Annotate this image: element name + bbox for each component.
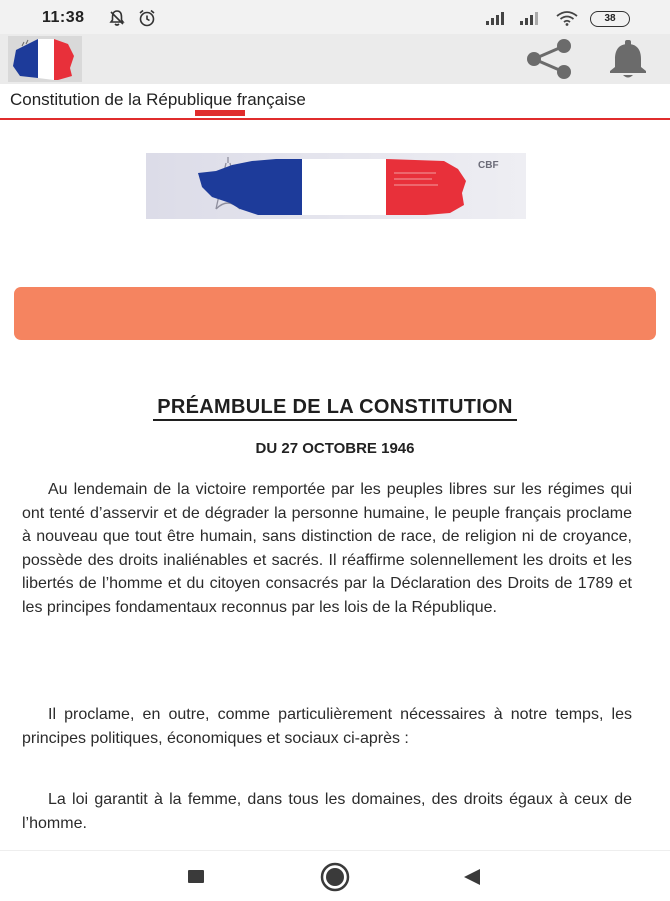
status-bar xyxy=(0,0,670,34)
france-flag-map-icon xyxy=(8,36,82,82)
article-paragraph: Au lendemain de la victoire remportée par les peuples libres sur les régimes qui ont tenté d’asservir et de dégrader la personne humaine, le peuple français proclame à nouveau que tout être humain, sans distinction de race, de religion ni de croyance, possède des droits inaliénables et sacrés. Il réaffirme solennellement les droits et les libertés de l’homme et du citoyen consacrés par la Déclaration des Droits de 1789 et les principes fondamentaux reconnus par les lois de la République. xyxy=(22,481,632,616)
article-paragraph: La loi garantit à la femme, dans tous les domaines, des droits égaux à ceux de l’homme. xyxy=(22,791,632,832)
recents-button[interactable] xyxy=(188,870,204,883)
bell-off-icon xyxy=(108,9,126,27)
tab-constitution[interactable]: Constitution de la République française xyxy=(10,90,306,109)
article-title xyxy=(0,396,670,419)
share-icon xyxy=(527,39,571,79)
signal-icon xyxy=(520,11,544,25)
app-bar xyxy=(0,34,670,84)
status-time: 11:38 xyxy=(42,9,85,26)
flag-white xyxy=(302,159,386,215)
system-nav-bar xyxy=(0,850,670,901)
banner-image xyxy=(146,153,526,219)
alarm-icon xyxy=(137,9,157,27)
back-button[interactable] xyxy=(462,867,482,887)
wifi-icon xyxy=(556,11,578,26)
share-button[interactable] xyxy=(520,38,580,80)
tab-indicator xyxy=(195,110,245,116)
home-button[interactable] xyxy=(320,862,350,892)
bell-icon xyxy=(610,40,646,78)
banner-corner-text: CBF xyxy=(478,160,499,171)
notification-bell-button[interactable] xyxy=(602,38,654,80)
signal-icon xyxy=(486,11,510,25)
orange-banner-bar xyxy=(14,287,656,340)
article-subtitle: DU 27 OCTOBRE 1946 xyxy=(255,440,415,457)
triangle-back-icon xyxy=(464,869,480,885)
tab-strip xyxy=(0,84,670,120)
article-paragraph: Il proclame, en outre, comme particulièrement nécessaires à notre temps, les principes politiques, économiques et sociaux ci-après : xyxy=(22,706,632,747)
flag-red xyxy=(386,159,466,215)
article-title-text: PRÉAMBULE DE LA CONSTITUTION xyxy=(153,396,516,421)
battery-icon: 38 xyxy=(590,11,630,27)
